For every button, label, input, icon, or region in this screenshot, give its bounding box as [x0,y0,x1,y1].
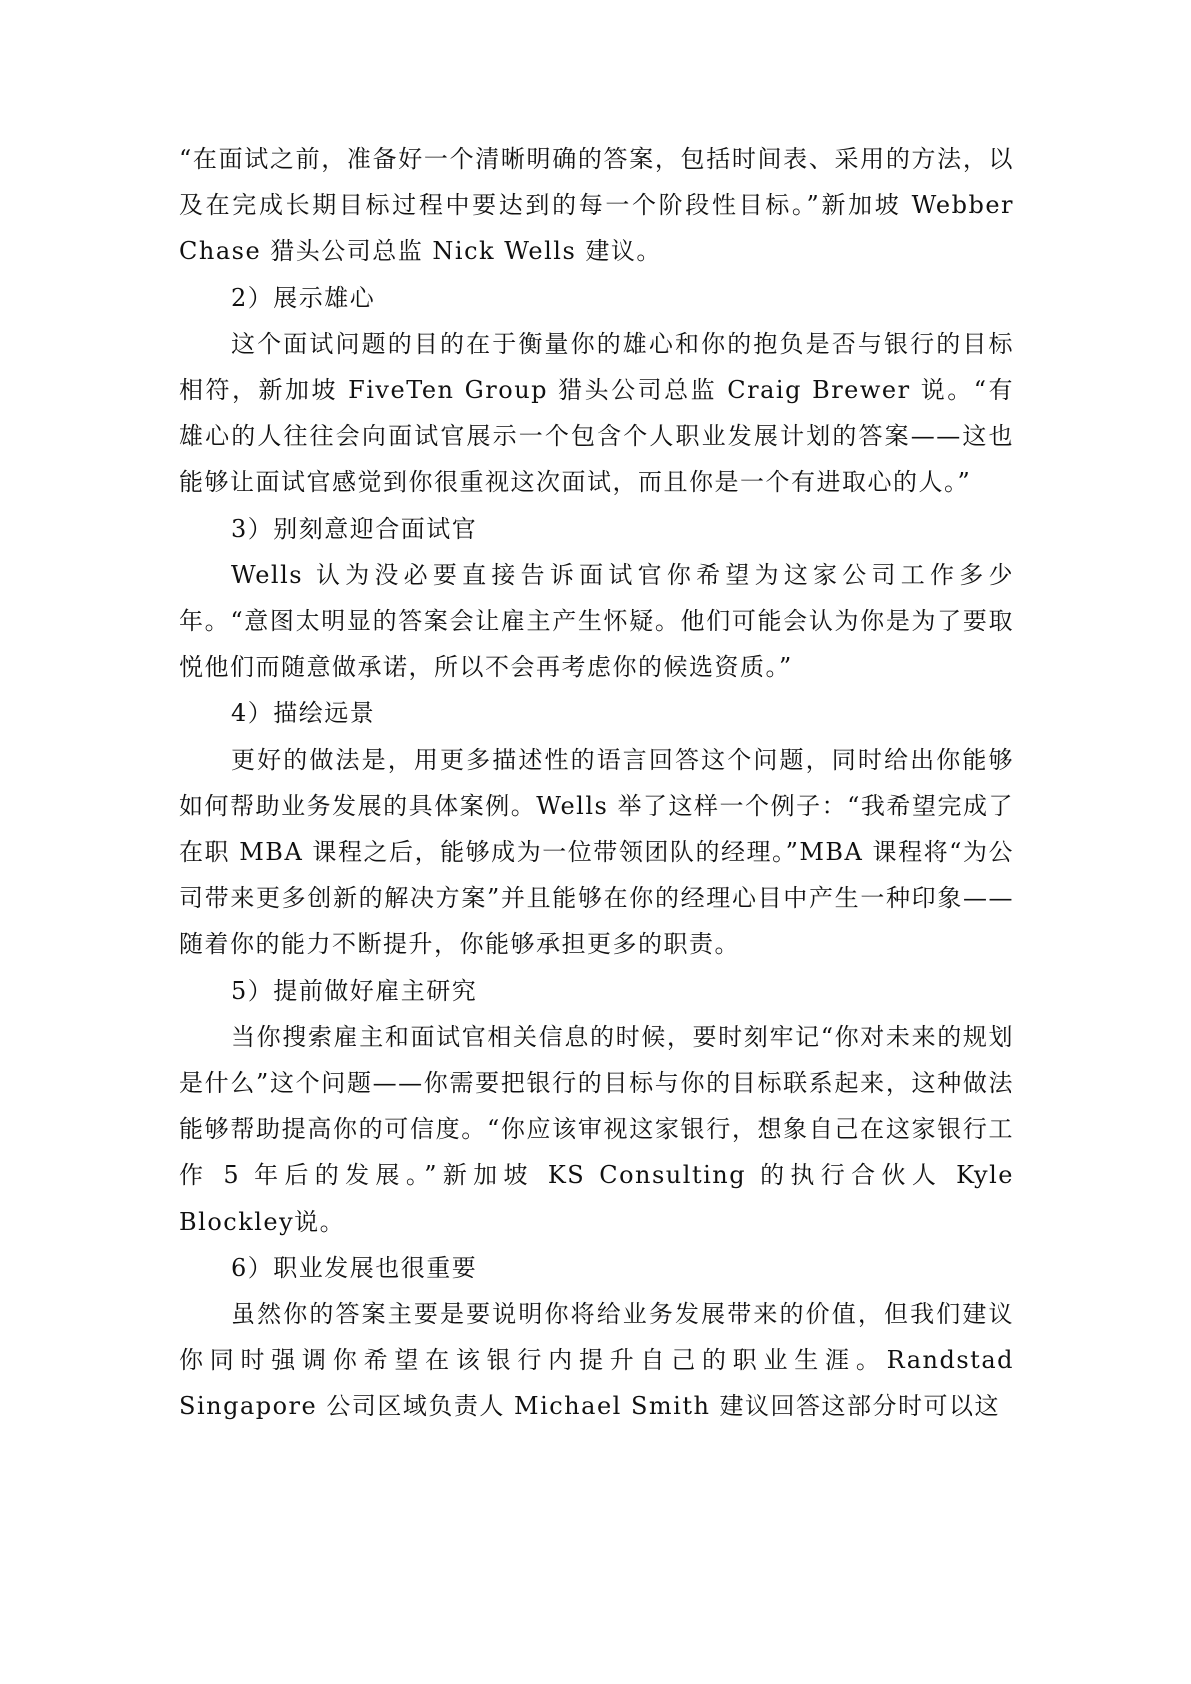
section-heading-dont-cater: 3）别刻意迎合面试官 [231,514,478,543]
paragraph-answer-preparation: “在面试之前，准备好一个清晰明确的答案，包括时间表、采用的方法，以及在完成长期目标过程中要达到的每一个阶段性目标。”新加坡 Webber Chase 猎头公司总监 Nick Wells 建议。 [179,145,1014,266]
paragraph-career-development: 虽然你的答案主要是要说明你将给业务发展带来的价值，但我们建议你同时强调你希望在该银行内提升自己的职业生涯。Randstad Singapore 公司区域负责人 Michael Smith 建议回答这部分时可以这 [179,1300,1014,1421]
document-body [179,136,1014,1430]
section-heading-show-ambition: 2）展示雄心 [231,283,376,312]
paragraph-describe-vision: 更好的做法是，用更多描述性的语言回答这个问题，同时给出你能够如何帮助业务发展的具体案例。Wells 举了这样一个例子：“我希望完成了在职 MBA 课程之后，能够成为一位带领团队的经理。”MBA 课程将“为公司带来更多创新的解决方案”并且能够在你的经理心目中产生一种印象——随着你的能力不断提升，你能够承担更多的职责。 [179,745,1014,959]
paragraph-research-employer: 当你搜索雇主和面试官相关信息的时候，要时刻牢记“你对未来的规划是什么”这个问题——你需要把银行的目标与你的目标联系起来，这种做法能够帮助提高你的可信度。“你应该审视这家银行，想象自己在这家银行工作 5 年后的发展。”新加坡 KS Consulting 的执行合伙人 Kyle Blockley说。 [179,1022,1014,1236]
section-heading-describe-vision: 4）描绘远景 [231,699,376,728]
section-heading-career-development: 6）职业发展也很重要 [231,1253,478,1282]
paragraph-show-ambition: 这个面试问题的目的在于衡量你的雄心和你的抱负是否与银行的目标相符，新加坡 FiveTen Group 猎头公司总监 Craig Brewer 说。“有雄心的人往往会向面试官展示一个包含个人职业发展计划的答案——这也能够让面试官感觉到你很重视这次面试，而且你是一个有进取心的人。” [179,329,1014,497]
section-heading-research-employer: 5）提前做好雇主研究 [231,976,478,1005]
paragraph-dont-cater: Wells 认为没必要直接告诉面试官你希望为这家公司工作多少年。“意图太明显的答案会让雇主产生怀疑。他们可能会认为你是为了要取悦他们而随意做承诺，所以不会再考虑你的候选资质。” [179,560,1014,682]
